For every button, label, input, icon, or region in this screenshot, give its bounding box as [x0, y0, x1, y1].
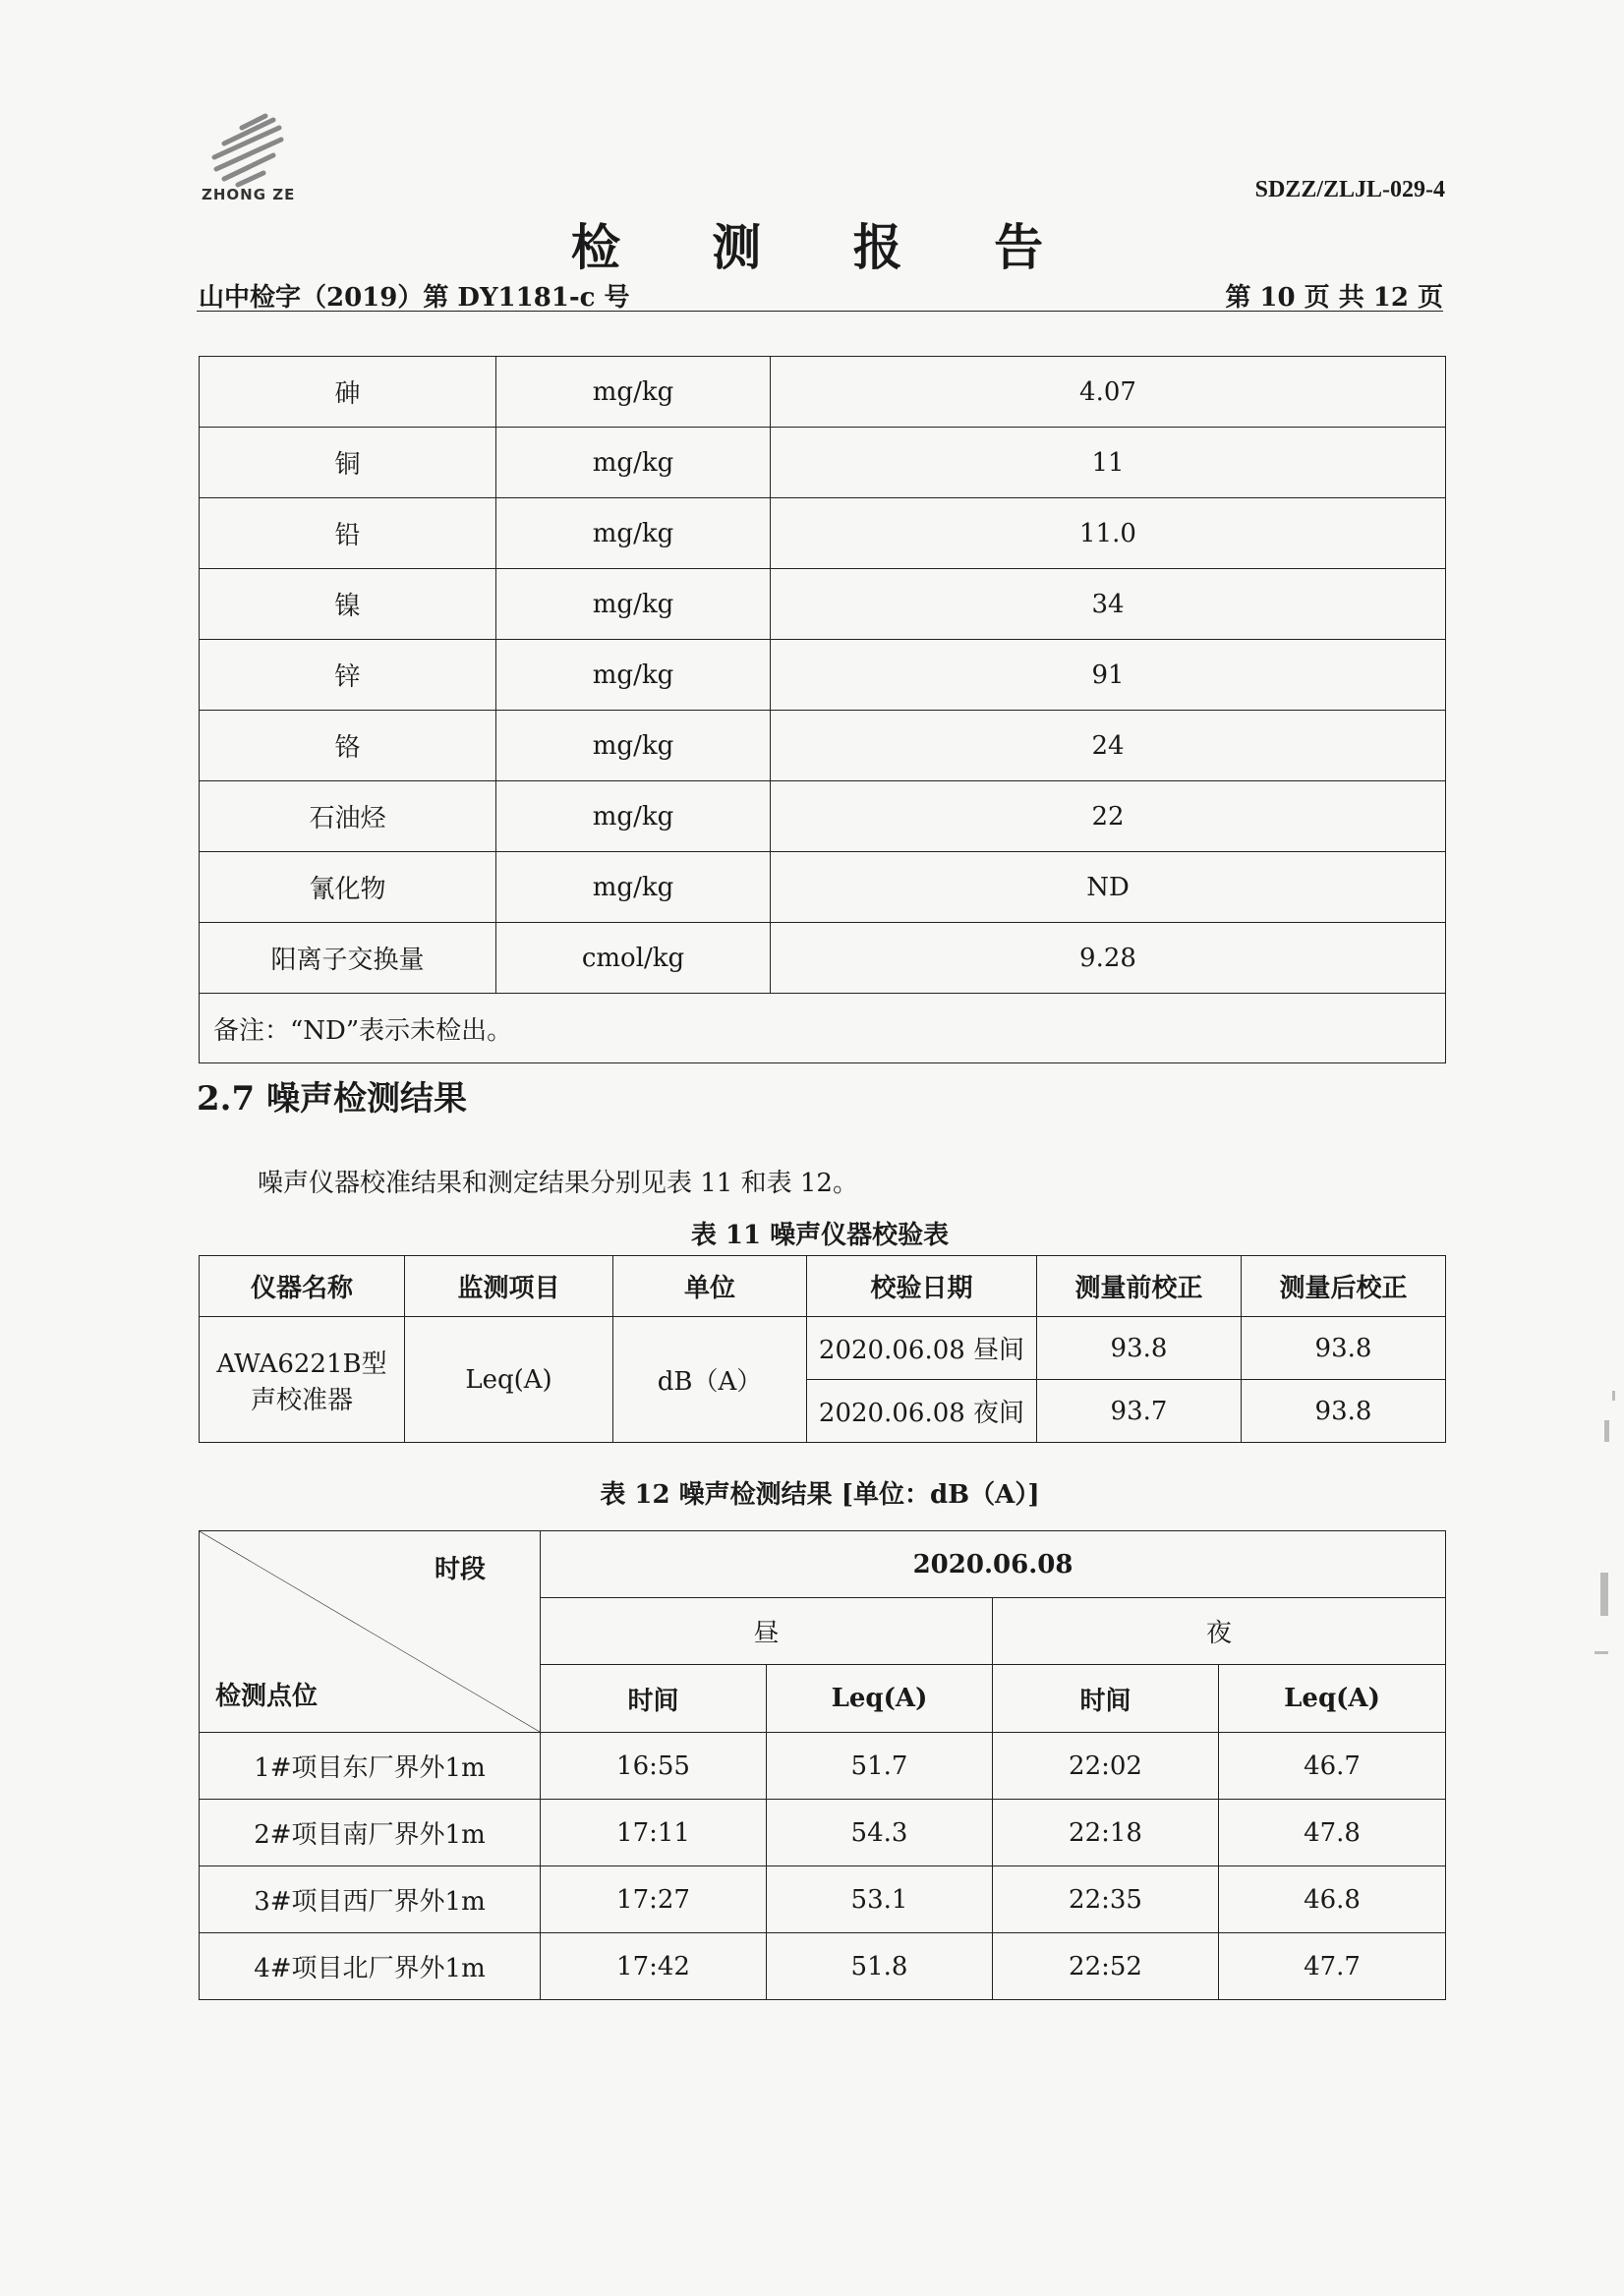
point-cell: 1#项目东厂界外1m: [200, 1733, 541, 1800]
day-leq-cell: 54.3: [767, 1800, 993, 1866]
table-row: [200, 1933, 1446, 2000]
value-cell: 4.07: [771, 357, 1446, 428]
table-row: [200, 640, 1446, 711]
table-row: [200, 428, 1446, 498]
unit-cell: mg/kg: [496, 852, 771, 923]
table12-caption: 表 12 噪声检测结果 [单位：dB（A）]: [600, 1480, 1040, 1510]
value-cell: 11.0: [771, 498, 1446, 569]
table-row: [200, 357, 1446, 428]
value-cell: 11: [771, 428, 1446, 498]
item-cell: 铬: [200, 711, 496, 781]
item-cell: 铜: [200, 428, 496, 498]
section-heading: 2.7 噪声检测结果: [197, 1079, 467, 1119]
header-cell: 单位: [613, 1256, 807, 1317]
night-time-cell: 22:02: [993, 1733, 1219, 1800]
header-cell: 校验日期: [807, 1256, 1037, 1317]
day-leq-cell: 51.7: [767, 1733, 993, 1800]
table-row: [200, 498, 1446, 569]
table-header-row: [200, 1256, 1446, 1317]
date-cell: 2020.06.08 夜间: [807, 1380, 1037, 1443]
night-time-cell: 22:52: [993, 1933, 1219, 2000]
day-time-header-cell: 时间: [541, 1665, 767, 1733]
item-cell: 铅: [200, 498, 496, 569]
value-cell: 22: [771, 781, 1446, 852]
report-number: 山中检字（2019）第 DY1181-c 号: [199, 283, 630, 313]
day-time-cell: 17:11: [541, 1800, 767, 1866]
day-leq-cell: 53.1: [767, 1866, 993, 1933]
item-cell: 锌: [200, 640, 496, 711]
night-time-header-cell: 时间: [993, 1665, 1219, 1733]
item-cell: 石油烃: [200, 781, 496, 852]
note-row: [200, 994, 1446, 1063]
header-cell: 测量前校正: [1037, 1256, 1242, 1317]
point-cell: 2#项目南厂界外1m: [200, 1800, 541, 1866]
period-label: 时段: [434, 1555, 486, 1584]
table-row: [200, 781, 1446, 852]
noise-results-table: [199, 1530, 1446, 2000]
header-cell: 仪器名称: [200, 1256, 405, 1317]
day-leq-cell: 51.8: [767, 1933, 993, 2000]
item-cell: 氰化物: [200, 852, 496, 923]
night-time-cell: 22:35: [993, 1866, 1219, 1933]
day-time-cell: 17:42: [541, 1933, 767, 2000]
night-time-cell: 22:18: [993, 1800, 1219, 1866]
after-cell: 93.8: [1242, 1317, 1446, 1380]
value-cell: 34: [771, 569, 1446, 640]
item-cell: 砷: [200, 357, 496, 428]
night-leq-cell: 46.8: [1219, 1866, 1446, 1933]
night-leq-cell: 47.8: [1219, 1800, 1446, 1866]
scan-artifact: [1612, 1391, 1615, 1401]
value-cell: ND: [771, 852, 1446, 923]
page-number: 第 10 页 共 12 页: [1225, 283, 1443, 313]
logo-text: ZHONG ZE: [202, 186, 296, 203]
night-header-cell: 夜: [993, 1598, 1446, 1665]
date-cell: 2020.06.08 昼间: [807, 1317, 1037, 1380]
value-cell: 9.28: [771, 923, 1446, 994]
table-row: [200, 1866, 1446, 1933]
scan-artifact: [1600, 1573, 1608, 1616]
scan-artifact: [1595, 1651, 1608, 1654]
header-cell: 测量后校正: [1242, 1256, 1446, 1317]
instrument-calibration-table: [199, 1255, 1446, 1443]
value-cell: 91: [771, 640, 1446, 711]
unit-cell: mg/kg: [496, 569, 771, 640]
unit-cell: mg/kg: [496, 428, 771, 498]
value-cell: 24: [771, 711, 1446, 781]
unit-cell: mg/kg: [496, 640, 771, 711]
night-leq-header-cell: Leq(A): [1219, 1665, 1446, 1733]
day-time-cell: 17:27: [541, 1866, 767, 1933]
header-cell: 监测项目: [405, 1256, 613, 1317]
before-cell: 93.8: [1037, 1317, 1242, 1380]
table-row: [200, 711, 1446, 781]
report-title: 检 测 报 告: [570, 218, 1081, 276]
table-row: [200, 1800, 1446, 1866]
unit-cell: cmol/kg: [496, 923, 771, 994]
scan-artifact: [1604, 1420, 1609, 1442]
intro-paragraph: 噪声仪器校准结果和测定结果分别见表 11 和表 12。: [258, 1169, 858, 1198]
item-cell: 镍: [200, 569, 496, 640]
night-leq-cell: 46.7: [1219, 1733, 1446, 1800]
after-cell: 93.8: [1242, 1380, 1446, 1443]
unit-cell: mg/kg: [496, 357, 771, 428]
table-row: [200, 852, 1446, 923]
metal-results-table: [199, 356, 1446, 1063]
point-label: 检测点位: [215, 1682, 319, 1711]
item-cell: Leq(A): [405, 1317, 613, 1443]
day-time-cell: 16:55: [541, 1733, 767, 1800]
table-header-row: [200, 1531, 1446, 1598]
unit-cell: mg/kg: [496, 711, 771, 781]
unit-cell: dB（A）: [613, 1317, 807, 1443]
day-leq-header-cell: Leq(A): [767, 1665, 993, 1733]
table-row: [200, 1317, 1446, 1380]
document-code: SDZZ/ZLJL-029-4: [1254, 177, 1445, 202]
instrument-model: AWA6221B型: [216, 1349, 387, 1379]
day-header-cell: 昼: [541, 1598, 993, 1665]
table-row: [200, 569, 1446, 640]
item-cell: 阳离子交换量: [200, 923, 496, 994]
table-row: [200, 923, 1446, 994]
night-leq-cell: 47.7: [1219, 1933, 1446, 2000]
unit-cell: mg/kg: [496, 498, 771, 569]
instrument-name-cell: [200, 1317, 405, 1443]
note-cell: 备注：“ND”表示未检出。: [200, 994, 1446, 1063]
date-header-cell: 2020.06.08: [541, 1531, 1446, 1598]
table11-caption: 表 11 噪声仪器校验表: [690, 1221, 950, 1250]
corner-header-cell: [200, 1531, 541, 1733]
instrument-type: 声校准器: [250, 1385, 353, 1415]
point-cell: 4#项目北厂界外1m: [200, 1933, 541, 2000]
table-row: [200, 1733, 1446, 1800]
before-cell: 93.7: [1037, 1380, 1242, 1443]
unit-cell: mg/kg: [496, 781, 771, 852]
point-cell: 3#项目西厂界外1m: [200, 1866, 541, 1933]
header-divider: [197, 311, 1443, 312]
